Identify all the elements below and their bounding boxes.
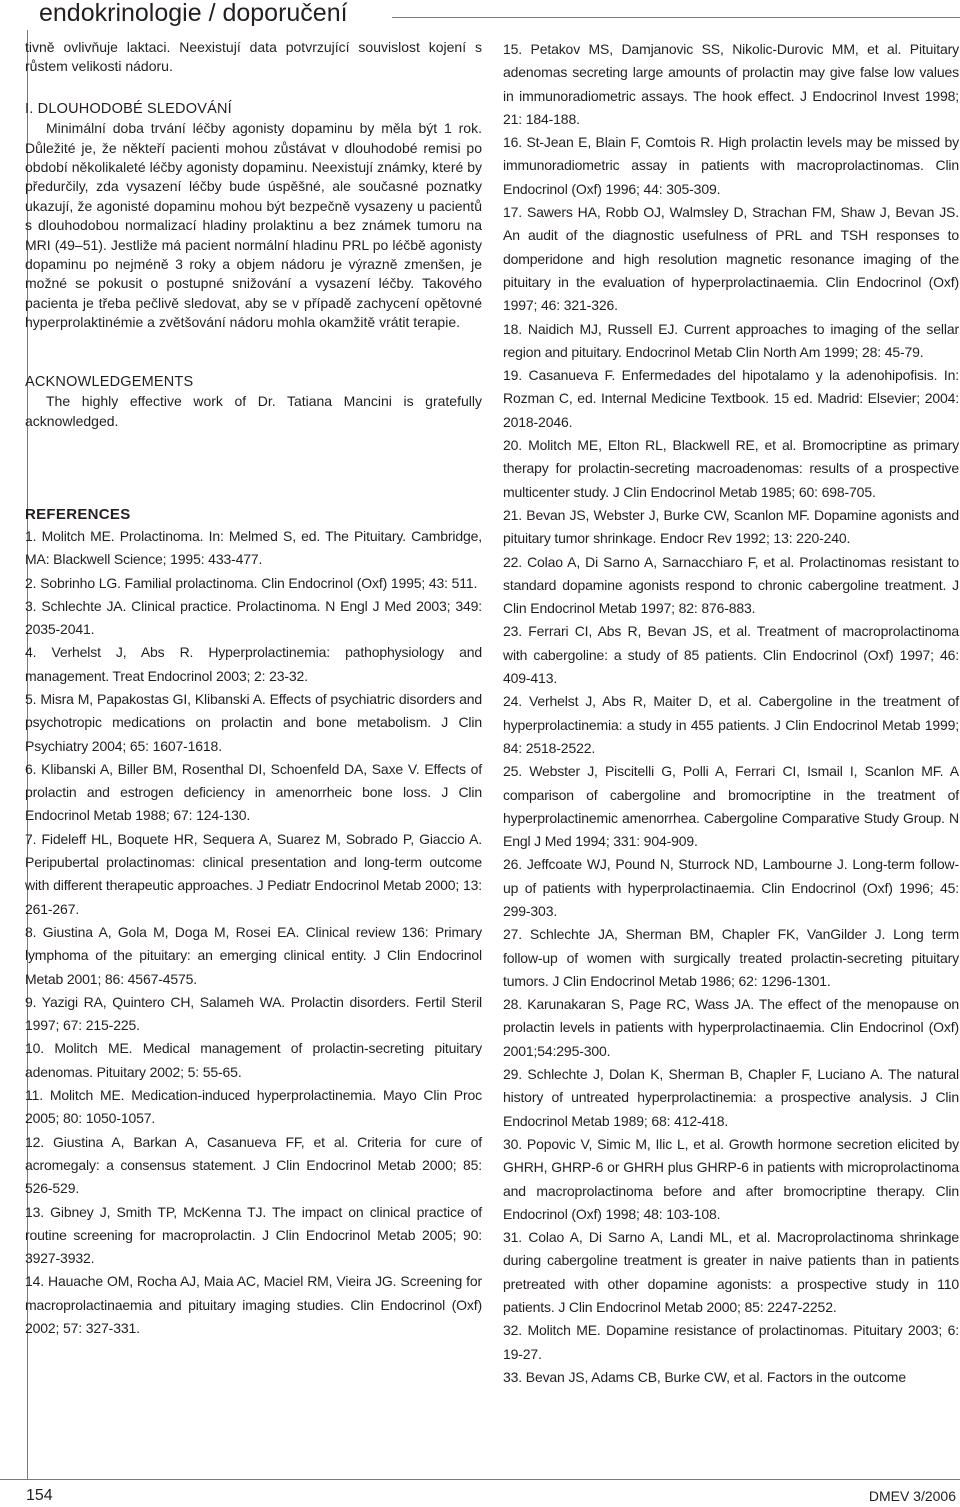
reference-item: 27. Schlechte JA, Sherman BM, Chapler FK, VanGilder J. Long term follow-up of women with surgically treated prolactin-secreting pituitary tumors. J Clin Endocrinol Metab 1986; 62: 1296-1301. [503, 926, 959, 989]
reference-item: 23. Ferrari CI, Abs R, Bevan JS, et al. Treatment of macroprolactinoma with cabergoline: a study of 85 patients. Clin Endocrinol (Oxf) 1997; 46: 409-413. [503, 623, 959, 687]
reference-item: 26. Jeffcoate WJ, Pound N, Sturrock ND, Lambourne J. Long-term follow-up of patients with hyperprolactinaemia. Clin Endocrinol (Oxf) 1996; 45: 299-303. [503, 856, 959, 919]
reference-item: 15. Petakov MS, Damjanovic SS, Nikolic-Durovic MM, et al. Pituitary adenomas secreting large amounts of prolactin may give false low values in immunoradiometric assays. The hook effect. J Endocrinol Invest 1998; 21: 184-188. [503, 41, 959, 127]
section-heading-long-term-follow-up: I. DLOUHODOBÉ SLEDOVÁNÍ [25, 100, 232, 117]
reference-item: 5. Misra M, Papakostas GI, Klibanski A. Effects of psychiatric disorders and psychotropic medications on prolactin and bone metabolism. J Clin Psychiatry 2004; 65: 1607-1618. [25, 690, 482, 754]
header-rule [392, 17, 960, 18]
reference-item: 16. St-Jean E, Blain F, Comtois R. High prolactin levels may be missed by immunoradiometric assay in patients with macroprolactinomas. Clin Endocrinol (Oxf) 1996; 44: 305-309. [503, 134, 959, 197]
reference-item: 10. Molitch ME. Medical management of prolactin-secreting pituitary adenomas. Pituitary 2002; 5: 55-65. [25, 1040, 482, 1080]
reference-item: 17. Sawers HA, Robb OJ, Walmsley D, Strachan FM, Shaw J, Bevan JS. An audit of the diagnostic usefulness of PRL and TSH responses to domperidone and high resolution magnetic resonance imaging of the pituitary in the evaluation of hyperprolactinaemia. Clin Endocrinol (Oxf) 1997; 46: 321-326. [503, 204, 959, 314]
reference-item: 11. Molitch ME. Medication-induced hyperprolactinemia. Mayo Clin Proc 2005; 80: 1050-1057. [25, 1087, 482, 1127]
page-header [0, 0, 960, 36]
section-paragraph-long-term-follow-up: Minimální doba trvání léčby agonisty dopaminu by měla být 1 rok. Důležité je, že někteří pacienti mohou zůstávat v dlouhodobé remisi po období několikaleté léčby agonisty dopaminu. Neexistují známky, které by předurčily, zda vysazení léčby bude úspěšné, ale současné poznatky ukazují, že agonisté dopaminu mohou být bezpečně vysazeny u pacientů s dlouhodobou normalizací hladiny prolaktinu a bez známek tumoru na MRI (49–51). Jestliže má pacient normální hladinu PRL po léčbě agonisty dopaminu po nejméně 3 roky a objem nádoru je výrazně zmenšen, je možné se pokusit o postupné snižování a vysazení léčby. Takového pacienta je třeba pečlivě sledovat, aby se v případě zachycení opětovné hyperprolaktinémie a zvětšování nádoru mohla okamžitě vrátit terapie. [25, 120, 482, 331]
reference-item: 28. Karunakaran S, Page RC, Wass JA. The effect of the menopause on prolactin levels in patients with hyperprolactinaemia. Clin Endocrinol (Oxf) 2001;54:295-300. [503, 996, 959, 1059]
reference-item: 3. Schlechte JA. Clinical practice. Prolactinoma. N Engl J Med 2003; 349: 2035-2041. [25, 597, 482, 638]
reference-item: 32. Molitch ME. Dopamine resistance of prolactinomas. Pituitary 2003; 6: 19-27. [503, 1322, 959, 1362]
references-list-right [503, 38, 959, 1389]
journal-issue: DMEV 3/2006 [868, 1488, 956, 1504]
left-column [25, 38, 482, 1340]
reference-item: 33. Bevan JS, Adams CB, Burke CW, et al. Factors in the outcome [503, 1368, 906, 1385]
reference-item: 22. Colao A, Di Sarno A, Sarnacchiaro F, et al. Prolactinomas resistant to standard dopamine agonists respond to chronic cabergoline treatment. J Clin Endocrinol Metab 1997; 82: 876-883. [503, 553, 959, 617]
reference-item: 30. Popovic V, Simic M, Ilic L, et al. Growth hormone secretion elicited by GHRH, GHRP-6 or GHRH plus GHRP-6 in patients with microprolactinoma and macroprolactinoma before and after bromocriptine therapy. Clin Endocrinol (Oxf) 1998; 48: 103-108. [503, 1135, 959, 1222]
page-number: 154 [26, 1487, 53, 1504]
reference-item: 31. Colao A, Di Sarno A, Landi ML, et al. Macroprolactinoma shrinkage during cabergoline treatment is greater in naive patients than in patients pretreated with other dopamine agonists: a prospective study in 110 patients. J Clin Endocrinol Metab 2000; 85: 2247-2252. [503, 1229, 959, 1316]
reference-item: 2. Sobrinho LG. Familial prolactinoma. Clin Endocrinol (Oxf) 1995; 43: 511. [25, 574, 478, 591]
reference-item: 6. Klibanski A, Biller BM, Rosenthal DI, Schoenfeld DA, Saxe V. Effects of prolactin and estrogen deficiency in amenorrheic bone loss. J Clin Endocrinol Metab 1988; 67: 124-130. [25, 760, 482, 824]
references-list-left [25, 525, 482, 1340]
reference-item: 18. Naidich MJ, Russell EJ. Current approaches to imaging of the sellar region and pituitary. Endocrinol Metab Clin North Am 1999; 28: 45-79. [503, 320, 959, 360]
reference-item: 1. Molitch ME. Prolactinoma. In: Melmed S, ed. The Pituitary. Cambridge, MA: Blackwell Science; 1995: 433-477. [25, 527, 482, 568]
acknowledgements-heading: ACKNOWLEDGEMENTS [25, 373, 194, 390]
reference-item: 9. Yazigi RA, Quintero CH, Salameh WA. Prolactin disorders. Fertil Steril 1997; 67: 215-225. [25, 993, 482, 1034]
acknowledgements-text: The highly effective work of Dr. Tatiana Mancini is gratefully acknowledged. [25, 393, 482, 429]
footer-rule [0, 1479, 960, 1480]
intro-paragraph: tivně ovlivňuje laktaci. Neexistují data potvrzující souvislost kojení s růstem velikosti nádoru. [25, 39, 482, 75]
reference-item: 29. Schlechte J, Dolan K, Sherman B, Chapler F, Luciano A. The natural history of untreated hyperprolactinemia: a prospective analysis. J Clin Endocrinol Metab 1989; 68: 412-418. [503, 1066, 959, 1129]
references-heading: REFERENCES [25, 505, 131, 523]
reference-item: 4. Verhelst J, Abs R. Hyperprolactinemia: pathophysiology and management. Treat Endocrinol 2003; 2: 23-32. [25, 644, 482, 684]
reference-item: 14. Hauache OM, Rocha AJ, Maia AC, Maciel RM, Vieira JG. Screening for macroprolactinaemia and pituitary imaging studies. Clin Endocrinol (Oxf) 2002; 57: 327-331. [25, 1273, 482, 1336]
reference-item: 13. Gibney J, Smith TP, McKenna TJ. The impact on clinical practice of routine screening for macroprolactin. J Clin Endocrinol Metab 2005; 90: 3927-3932. [25, 1203, 482, 1267]
reference-item: 20. Molitch ME, Elton RL, Blackwell RE, et al. Bromocriptine as primary therapy for prolactin-secreting macroadenomas: results of a prospective multicenter study. J Clin Endocrinol Metab 1985; 60: 698-705. [503, 437, 959, 500]
reference-item: 19. Casanueva F. Enfermedades del hipotalamo y la adenohipofisis. In: Rozman C, ed. Internal Medicine Textbook. 15 ed. Madrid: Elsevier; 2004: 2018-2046. [503, 367, 959, 430]
reference-item: 21. Bevan JS, Webster J, Burke CW, Scanlon MF. Dopamine agonists and pituitary tumor shrinkage. Endocr Rev 1992; 13: 220-240. [503, 506, 959, 547]
reference-item: 25. Webster J, Piscitelli G, Polli A, Ferrari CI, Ismail I, Scanlon MF. A comparison of cabergoline and bromocriptine in the treatment of hyperprolactinemic amenorrhea. Cabergoline Comparative Study Group. N Engl J Med 1994; 331: 904-909. [503, 763, 959, 850]
reference-item: 24. Verhelst J, Abs R, Maiter D, et al. Cabergoline in the treatment of hyperprolactinemia: a study in 455 patients. J Clin Endocrinol Metab 1999; 84: 2518-2522. [503, 693, 959, 756]
running-header-title: endokrinologie / doporučení [39, 0, 348, 27]
reference-item: 8. Giustina A, Gola M, Doga M, Rosei EA. Clinical review 136: Primary lymphoma of the pituitary: an emerging clinical entity. J Clin Endocrinol Metab 2001; 86: 4567-4575. [25, 923, 482, 987]
reference-item: 12. Giustina A, Barkan A, Casanueva FF, et al. Criteria for cure of acromegaly: a consensus statement. J Clin Endocrinol Metab 2000; 85: 526-529. [25, 1133, 482, 1197]
reference-item: 7. Fideleff HL, Boquete HR, Sequera A, Suarez M, Sobrado P, Giaccio A. Peripubertal prolactinomas: clinical presentation and long-term outcome with different therapeutic approaches. J Pediatr Endocrinol Metab 2000; 13: 261-267. [25, 830, 482, 917]
right-column [503, 38, 959, 1389]
